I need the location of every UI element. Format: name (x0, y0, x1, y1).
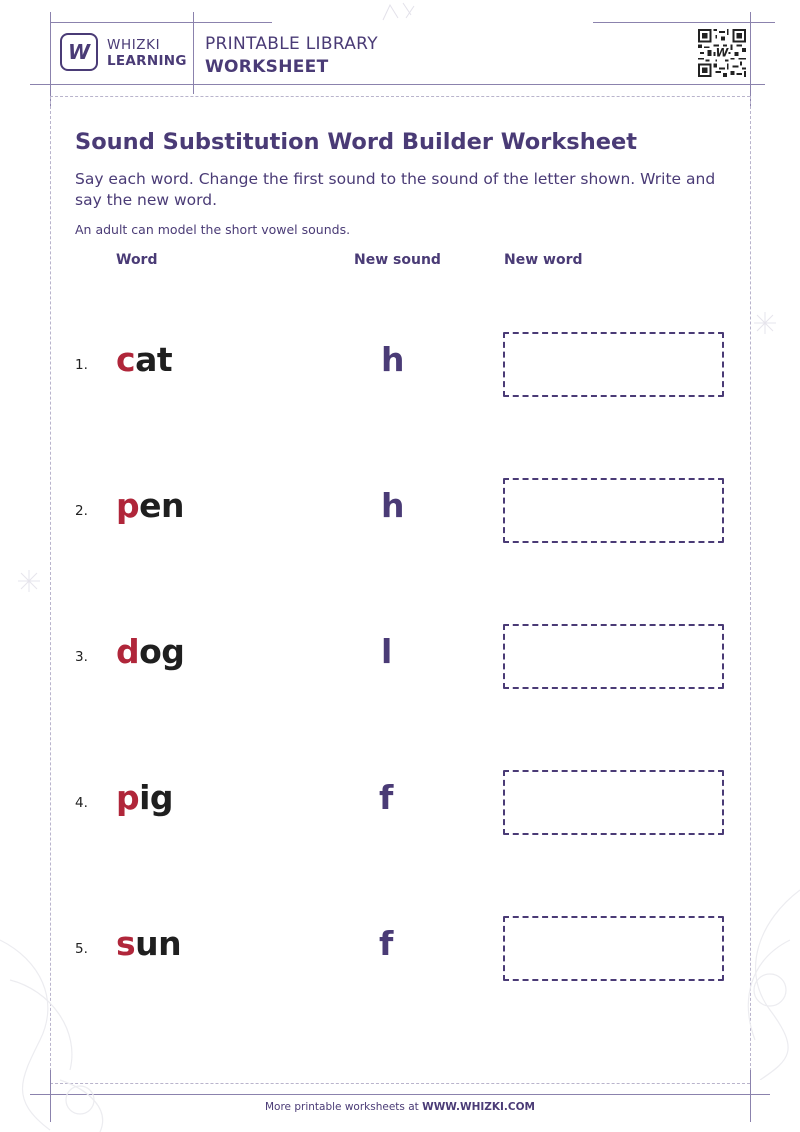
first-letter: p (116, 486, 140, 525)
footer-line (30, 1094, 770, 1095)
item-word (116, 486, 184, 525)
decorative-sparkle-icon (752, 310, 778, 336)
new-sound-letter: h (381, 486, 405, 525)
word-rest: en (139, 486, 184, 525)
library-label: PRINTABLE LIBRARY (205, 34, 378, 54)
first-letter: p (116, 778, 140, 817)
instructions-text: Say each word. Change the first sound to the sound of the letter shown. Write and say the new word. (75, 170, 716, 209)
header-right-rule (750, 12, 751, 107)
decorative-sparkle-icon (378, 0, 418, 24)
whizki-logo (60, 33, 98, 71)
answer-box[interactable] (503, 478, 724, 543)
header-divider (193, 12, 194, 94)
item-word (116, 924, 181, 963)
answer-box[interactable] (503, 916, 724, 981)
adult-note: An adult can model the short vowel sounds. (75, 222, 351, 237)
decorative-sparkle-icon (16, 568, 42, 594)
footer-text (0, 1101, 800, 1113)
item-number: 3. (75, 649, 88, 665)
first-letter: d (116, 632, 140, 671)
item-word (116, 340, 172, 379)
item-number: 4. (75, 795, 88, 811)
first-letter: s (116, 924, 136, 963)
brand-subtitle: LEARNING (107, 53, 187, 69)
page-title: Sound Substitution Word Builder Worksheet (75, 129, 637, 155)
word-rest: ig (139, 778, 174, 817)
brand-name: WHIZKI (107, 37, 161, 53)
header-top-line-right (593, 22, 775, 23)
item-word (116, 778, 173, 817)
answer-box[interactable] (503, 770, 724, 835)
first-letter: c (116, 340, 136, 379)
answer-box[interactable] (503, 332, 724, 397)
qr-code-icon (698, 29, 746, 77)
header-bottom-line (30, 84, 765, 85)
footer-label: More printable worksheets at (264, 1101, 423, 1113)
worksheet-label: WORKSHEET (205, 57, 329, 77)
item-number: 1. (75, 357, 88, 373)
new-sound-letter: f (379, 778, 394, 817)
header-top-line (50, 22, 272, 23)
content-bottom-border (50, 1083, 750, 1084)
column-header-word: Word (116, 252, 158, 268)
header-left-rule (50, 12, 51, 107)
content-top-border (50, 96, 750, 97)
item-number: 2. (75, 503, 88, 519)
word-rest: at (135, 340, 173, 379)
answer-box[interactable] (503, 624, 724, 689)
column-header-new-word: New word (504, 252, 583, 268)
svg-text:W: W (715, 45, 729, 60)
item-word (116, 632, 184, 671)
item-number: 5. (75, 941, 88, 957)
footer-link[interactable]: WWW.WHIZKI.COM (422, 1101, 535, 1113)
column-header-new-sound: New sound (354, 252, 441, 268)
logo-letter: W (67, 40, 91, 64)
word-rest: og (139, 632, 185, 671)
new-sound-letter: f (379, 924, 394, 963)
new-sound-letter: h (381, 340, 405, 379)
word-rest: un (135, 924, 182, 963)
new-sound-letter: l (381, 632, 393, 671)
